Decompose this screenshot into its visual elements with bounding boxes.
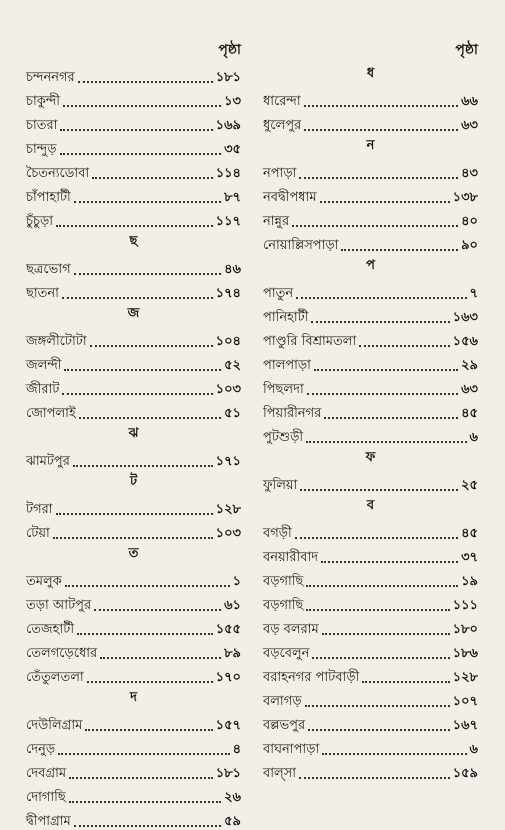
entry-page-number: ১১১ — [452, 598, 478, 613]
index-entry — [26, 494, 241, 518]
entry-page-number: ১৫৭ — [215, 718, 241, 733]
entry-name: বলাগড় — [263, 694, 302, 709]
entry-name: জীরাট — [26, 382, 60, 397]
entry-page-number: ১২৮ — [215, 502, 241, 517]
entry-name: বল্লভপুর — [263, 718, 306, 733]
page-heading-right: পৃষ্ঠা — [455, 42, 478, 58]
dot-leader — [304, 105, 458, 107]
section-letter: ব — [366, 498, 375, 513]
index-entry — [263, 230, 478, 254]
entry-name: নান্নুর — [263, 214, 290, 229]
index-entry — [263, 614, 478, 638]
dot-leader — [341, 249, 458, 251]
entry-name: জঙ্গলীটোটা — [26, 334, 87, 349]
section-letter: জ — [127, 306, 140, 321]
entry-name: দোগাছি — [26, 790, 66, 805]
entry-page-number: ৬ — [469, 742, 478, 757]
entry-page-number: ৪৫ — [461, 406, 478, 421]
entry-page-number: ৬৩ — [461, 118, 478, 133]
entry-name: নোয়াল্লিসপাড়া — [263, 238, 339, 253]
index-column-right — [263, 38, 478, 782]
entry-name: জোপলাই — [26, 406, 76, 421]
entry-page-number: ১০৩ — [215, 382, 241, 397]
section-letter: ত — [128, 546, 139, 561]
section-letter: প — [366, 258, 375, 273]
index-entry — [26, 86, 241, 110]
entry-name: বগড়ী — [263, 526, 292, 541]
entry-page-number: ৪ — [232, 742, 241, 757]
entry-name: বড়গাছি — [263, 598, 304, 613]
dot-leader — [299, 177, 458, 179]
entry-page-number: ২৬ — [224, 790, 241, 805]
index-entry — [26, 758, 241, 782]
index-entry — [263, 710, 478, 734]
index-entry — [26, 566, 241, 590]
entry-name: ধারেন্দা — [263, 94, 301, 109]
index-entry — [263, 86, 478, 110]
entry-name: পানিহাটী — [263, 310, 309, 325]
index-entry — [263, 206, 478, 230]
index-entry — [263, 374, 478, 398]
dot-leader — [359, 345, 449, 347]
entry-page-number: ১১৭ — [215, 214, 241, 229]
index-entry — [26, 446, 241, 470]
dot-leader — [74, 825, 221, 827]
dot-leader — [295, 537, 458, 539]
index-entry — [263, 326, 478, 350]
entry-name: টগরা — [26, 502, 53, 517]
section-letter: ধ — [366, 66, 375, 81]
dot-leader — [100, 657, 221, 659]
dot-leader — [306, 585, 458, 587]
entry-page-number: ২৫ — [461, 478, 478, 493]
index-entry — [26, 206, 241, 230]
index-entry — [263, 518, 478, 542]
entry-name: ছাতনা — [26, 286, 59, 301]
entry-name: টেয়া — [26, 526, 50, 541]
dot-leader — [79, 417, 221, 419]
entry-page-number: ১৫৫ — [215, 622, 241, 637]
dot-leader — [73, 465, 213, 467]
index-entry — [26, 278, 241, 302]
index-entry — [263, 350, 478, 374]
entry-name: চন্দননগর — [26, 70, 75, 85]
entry-name: বনয়ারীবাদ — [263, 550, 319, 565]
entry-name: চান্দুড় — [26, 142, 57, 157]
dot-leader — [292, 225, 458, 227]
entry-name: ধুলেপুর — [263, 118, 302, 133]
entry-page-number: ১২৮ — [452, 670, 478, 685]
dot-leader — [63, 105, 221, 107]
entry-page-number: ৬১ — [224, 598, 241, 613]
entry-page-number: ১৮১ — [215, 70, 241, 85]
entry-page-number: ১৯ — [461, 574, 478, 589]
dot-leader — [324, 417, 458, 419]
dot-leader — [90, 345, 213, 347]
entry-page-number: ৪৬ — [224, 262, 241, 277]
entry-page-number: ৮৯ — [224, 646, 241, 661]
entry-page-number: ৭ — [469, 286, 478, 301]
entry-page-number: ১০৭ — [452, 694, 478, 709]
index-entry — [263, 734, 478, 758]
entry-name: তমলুক — [26, 574, 62, 589]
dot-leader — [308, 729, 450, 731]
page-heading-left: পৃষ্ঠা — [218, 42, 241, 58]
index-entry — [26, 62, 241, 86]
entry-name: বড়গাছি — [263, 574, 304, 589]
entry-name: ছত্রভোগ — [26, 262, 71, 277]
index-entry — [263, 566, 478, 590]
entry-page-number: ৮৭ — [224, 190, 241, 205]
entry-name: দ্বীপাগ্রাম — [26, 814, 71, 829]
entry-page-number: ৯০ — [461, 238, 478, 253]
entry-page-number: ১৫৬ — [452, 334, 478, 349]
index-entry — [263, 686, 478, 710]
entry-page-number: ৬৬ — [461, 94, 478, 109]
section-letter: ছ — [129, 234, 138, 249]
entry-name: পাণ্ডুরি বিশ্রামতলা — [263, 334, 357, 349]
entry-page-number: ১১৪ — [215, 166, 241, 181]
index-entry — [26, 110, 241, 134]
index-entry — [26, 662, 241, 686]
entry-name: তেঁতুলতলা — [26, 670, 84, 685]
entry-page-number: ১৮৬ — [452, 646, 478, 661]
dot-leader — [56, 513, 213, 515]
entry-page-number: ৫১ — [224, 406, 241, 421]
entry-name: নপাড়া — [263, 166, 297, 181]
index-entry — [26, 350, 241, 374]
entry-name: পাতুন — [263, 286, 294, 301]
entry-name: তেলগড়েধোর — [26, 646, 98, 661]
index-entry — [26, 638, 241, 662]
entry-page-number: ৩৭ — [461, 550, 478, 565]
section-letter: ঝ — [128, 426, 139, 441]
index-entry — [26, 398, 241, 422]
section-letter: দ — [130, 690, 137, 705]
entry-name: চুঁচুড়া — [26, 214, 54, 229]
entry-page-number: ১৫৯ — [452, 766, 478, 781]
index-entry — [26, 806, 241, 830]
index-entry — [263, 182, 478, 206]
entry-page-number: ১৮০ — [452, 622, 478, 637]
entry-name: নবদ্বীপধাম — [263, 190, 317, 205]
dot-leader — [64, 369, 221, 371]
index-entry — [26, 734, 241, 758]
entry-page-number: ৫৯ — [224, 814, 241, 829]
entry-name: তড়া আটপুর — [26, 598, 92, 613]
index-list-right — [263, 62, 478, 782]
entry-name: ঝামটপুর — [26, 454, 70, 469]
index-entry — [263, 302, 478, 326]
dot-leader — [307, 393, 458, 395]
index-entry — [26, 158, 241, 182]
entry-page-number: ১৬৭ — [452, 718, 478, 733]
dot-leader — [58, 753, 229, 755]
entry-page-number: ১৭০ — [215, 670, 241, 685]
entry-name: চাতরা — [26, 118, 58, 133]
entry-page-number: ১০৩ — [215, 526, 241, 541]
entry-page-number: ১৭১ — [215, 454, 241, 469]
index-list-left — [26, 62, 241, 830]
entry-page-number: ৬ — [469, 430, 478, 445]
dot-leader — [296, 297, 466, 299]
entry-page-number: ১৬৩ — [452, 310, 478, 325]
entry-name: বড় বলরাম — [263, 622, 319, 637]
entry-name: চৈতন্যডোবা — [26, 166, 90, 181]
dot-leader — [314, 369, 458, 371]
entry-name: দেবগ্রাম — [26, 766, 67, 781]
entry-name: পিছলদা — [263, 382, 304, 397]
entry-page-number: ২৯ — [461, 358, 478, 373]
dot-leader — [306, 609, 449, 611]
index-entry — [263, 422, 478, 446]
dot-leader — [306, 441, 466, 443]
dot-leader — [300, 489, 458, 491]
dot-leader — [304, 129, 458, 131]
dot-leader — [74, 273, 221, 275]
dot-leader — [69, 777, 213, 779]
entry-page-number: ১৬৯ — [215, 118, 241, 133]
entry-page-number: ৫২ — [224, 358, 241, 373]
dot-leader — [305, 705, 450, 707]
index-entry — [263, 470, 478, 494]
dot-leader — [60, 153, 222, 155]
index-entry — [263, 542, 478, 566]
dot-leader — [362, 681, 449, 683]
entry-page-number: ১০৪ — [215, 334, 241, 349]
index-entry — [263, 110, 478, 134]
dot-leader — [87, 681, 213, 683]
entry-page-number: ১৮১ — [215, 766, 241, 781]
dot-leader — [60, 129, 212, 131]
entry-name: পালপাড়া — [263, 358, 311, 373]
dot-leader — [299, 777, 450, 779]
section-letter: ফ — [365, 450, 376, 465]
index-entry — [26, 326, 241, 350]
index-column-left — [26, 38, 241, 830]
entry-name: পিয়ারীনগর — [263, 406, 322, 421]
entry-name: জলন্দী — [26, 358, 62, 373]
dot-leader — [74, 201, 221, 203]
entry-page-number: ৪৫ — [461, 526, 478, 541]
dot-leader — [92, 177, 213, 179]
dot-leader — [312, 657, 449, 659]
entry-page-number: ৪৩ — [461, 166, 478, 181]
entry-name: পুটশুড়ী — [263, 430, 304, 445]
dot-leader — [321, 561, 458, 563]
entry-page-number: ১ — [232, 574, 241, 589]
entry-name: বাল্সা — [263, 766, 297, 781]
section-letter: ট — [129, 474, 138, 489]
entry-name: চাঁপাহাটী — [26, 190, 71, 205]
dot-leader — [311, 321, 449, 323]
entry-page-number: ১৩৮ — [452, 190, 478, 205]
dot-leader — [77, 633, 213, 635]
dot-leader — [320, 201, 450, 203]
entry-page-number: ৬৩ — [461, 382, 478, 397]
entry-name: তেজহাটী — [26, 622, 75, 637]
index-entry — [263, 158, 478, 182]
dot-leader — [78, 81, 213, 83]
index-entry — [26, 590, 241, 614]
entry-name: দেউলিগ্রাম — [26, 718, 83, 733]
dot-leader — [322, 633, 450, 635]
entry-name: চাকুন্দী — [26, 94, 61, 109]
section-letter: ন — [366, 138, 375, 153]
entry-name: বরাহনগর পাটবাড়ী — [263, 670, 360, 685]
index-entry — [26, 134, 241, 158]
index-entry — [263, 758, 478, 782]
dot-leader — [322, 753, 466, 755]
index-entry — [263, 278, 478, 302]
index-entry — [26, 614, 241, 638]
dot-leader — [65, 585, 230, 587]
entry-name: বাঘনাপাড়া — [263, 742, 320, 757]
index-entry — [263, 590, 478, 614]
index-entry — [26, 254, 241, 278]
index-entry — [263, 662, 478, 686]
dot-leader — [56, 225, 213, 227]
index-entry — [263, 398, 478, 422]
entry-name: বড়বেলুন — [263, 646, 310, 661]
entry-page-number: ১৭৪ — [215, 286, 241, 301]
index-entry — [26, 182, 241, 206]
dot-leader — [85, 729, 212, 731]
index-entry — [26, 782, 241, 806]
entry-name: দেনুড় — [26, 742, 56, 757]
entry-page-number: ১৩ — [224, 94, 241, 109]
index-entry — [26, 374, 241, 398]
entry-page-number: ৩৫ — [224, 142, 241, 157]
index-entry — [263, 638, 478, 662]
dot-leader — [94, 609, 221, 611]
dot-leader — [62, 297, 213, 299]
dot-leader — [53, 537, 213, 539]
dot-leader — [69, 801, 221, 803]
entry-page-number: ৪০ — [461, 214, 478, 229]
index-entry — [26, 710, 241, 734]
index-entry — [26, 518, 241, 542]
dot-leader — [62, 393, 212, 395]
entry-name: ফুলিয়া — [263, 478, 298, 493]
